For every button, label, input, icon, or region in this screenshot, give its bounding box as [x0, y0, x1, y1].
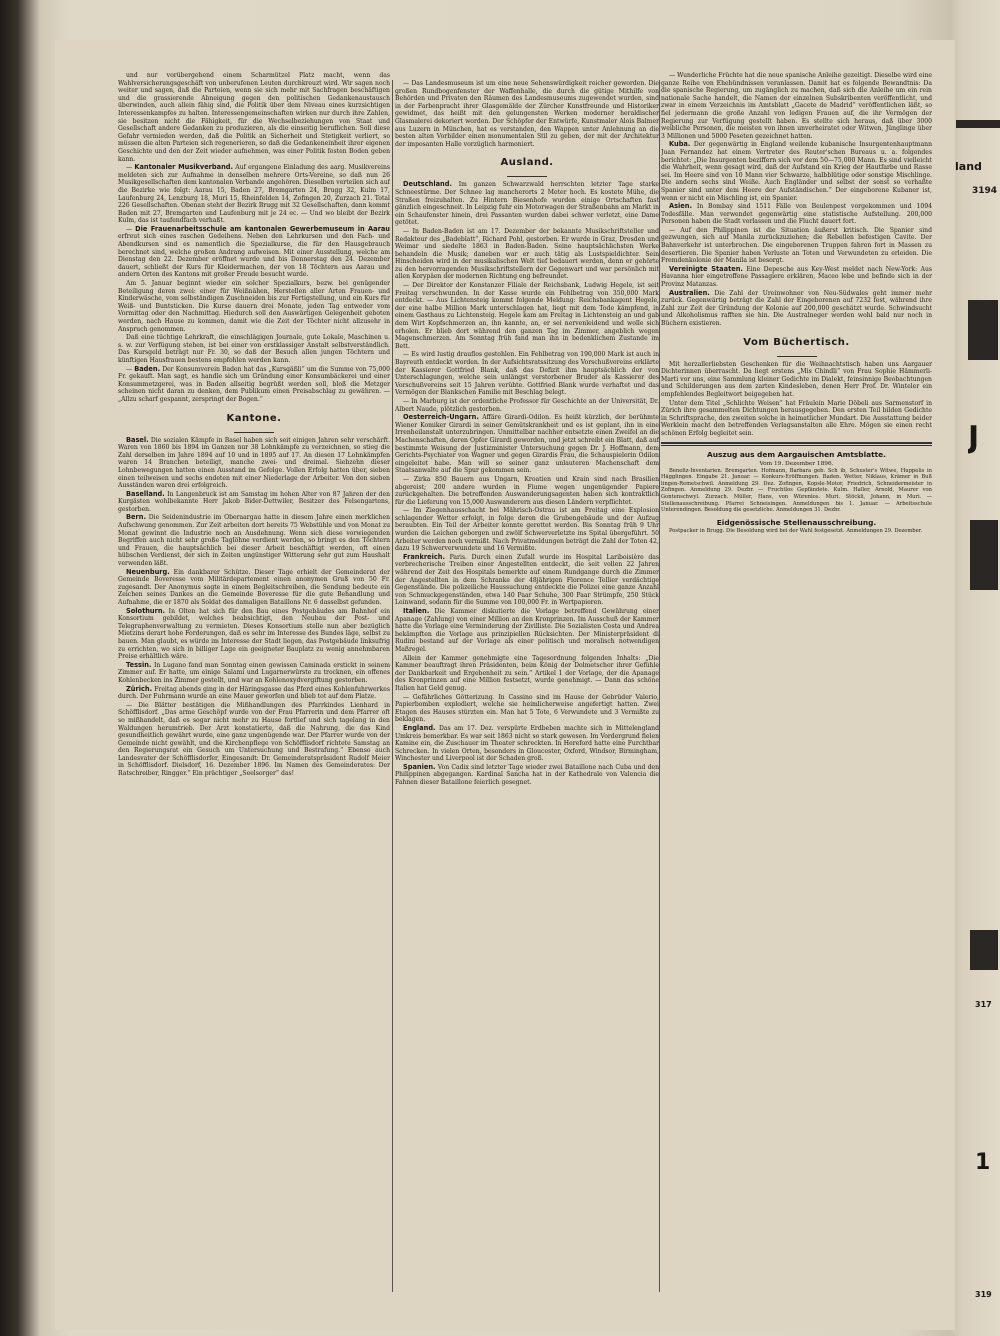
article-frauenarbeitsschule: — Die Frauenarbeitsschule am kantonalen Gewerbemuseum in Aarau erfreut sich eines raschen Gedeihens. Neben den Lehrkursen und den Fach- und Abendkursen sind es namentlich die Spezialkurse, die für den Hausgebrauch berechnet sind, welche großen Andrang aufweisen. Mit einer Ausstellung, welche am Dienstag den 22. Dezember eröffnet wurde und bis Donnerstag den 24. Dezember dauert, schließt der Kurs für Kleidermachen, der von 18 Töchtern aus Aarau und andern Orten des Kantons mit großer Freude besucht wurde. — [118, 224, 390, 279]
article-buecher: Mit herzallerliebsten Geschenken für die Weihnachtstisch haben uns Aargauer Dichterinnen überrascht. Da liegt erstens „Mis Chindli“ von Frau Sophie Hämmerli-Marti vor uns, eine Sammlung kleiner Gedichte im Dialekt, feinsinnige Beobachtungen und Schilderungen aus dem zarten Kindesleben, denen Herr Prof. Dr. Winteler ein empfehlendes Begleitwort beigegeben hat. — [661, 360, 932, 398]
article-england: England. Das am 17. Dez. verspürte Erdbeben machte sich in Mittelengland Umkreis bemerkbar. Es war seit 1863 nicht so stark gewesen. Im Vordergrund fielen Kamine ein, die Zuschauer im Theater schreckten. In Hereford hatte eine Furchtbar Schrecken. In vielen Orten, besonders in Gloucester, Oxford, Windsor, Birmingham, Winchester und Liverpool ist der Schaden groß. — [395, 723, 659, 763]
article-intro: und nur vorübergehend einem Scharmützel Platz macht, wenn das Wahlversicherungsgeschäft von unberufenen Leuten durchkreuzt wird. Wir sagen noch weiter und sagen, daß die Parteien, wenn sie sich mehr mit Sachfragen beschäftigen und die grassierende Abneigung gegen den politischen Gedankenaustausch überwinden, auch allein fähig sind, die Politik über dem Niveau eines kurzsichtigen Interessenkampfes zu halten. Interessengemeinschaften wirken nur durch ihre Zahlen, sie besitzen nicht die Fähigkeit, für die Wechselbeziehungen von Staat und Gesellschaft andere Gedanken zu produzieren, als die einseitig beruflichen. Soll diese Gefahr vermieden werden, daß die Politik an Sicherheit und Stetigkeit verliert, so müssen die alten Parteien sich regenerieren, so daß die Gedankeneinheit ihrer eigenen Geschichte und den der Zeit wieder aufnehmen, was einer Politik festen Boden geben kann. — [118, 72, 390, 163]
adjacent-page-text: J — [968, 420, 980, 455]
article-zuerich: Zürich. Freitag abends ging in der Häringsgasse das Pferd eines Kohlenfuhrwerkes durch. Der Fuhrmann wurde an eine Mauer geworfen und blieb tot auf dem Platze. — [118, 684, 390, 701]
amtsblatt-entries: Benefiz-Inventarien. Bremgarten. Hofmann, Barbara geb. Sch ib, Schuster's Witwe, Huppelis in Hägglingen. Eingabe 21. Januar. — Konkurs-Eröffnungen. Baden. Wetter, Niklaus, Krämer in Buß lingen-Remetschwil. Anmeldung 29. Dez. Zofingen, Kopsle-Motor, Friedrich, Schneidermeister in Zofingen. Anmeldung 29. Dezbr. — Fruchtlos Gepfändete. Kulm. Haller, Arnold, Maurer von Gontenschwyl. Zurzach. Müller, Hans, von Würenlos. Muri. Stöckli, Johann, in Muri. — Stellenausschreibung. Pfarrei Schneisingen. Anmeldungen bis 1. Januar. — Arbeitsschule Unterendingen. Besoldung die gesetzliche. Anmeldungen 31. Dezbr. — [661, 467, 932, 514]
article-lehrkraft: Daß eine tüchtige Lehrkraft, die einschlägigen Journale, gute Lokale, Maschinen u. s. w. zur Verfügung stehen, ist bei einer von erstklassiger Anstalt selbstverständlich. Das Kursgeld beträgt nur Fr. 30, so daß der Besuch allen jungen Töchtern und künftigen Hausfrauen bestens empfohlen werden kann. — [118, 334, 390, 364]
article-keyword: Frankreich. — [403, 552, 445, 561]
adjacent-page-text: 317 — [975, 1000, 992, 1009]
article-keyword: Bern. — [126, 513, 146, 522]
article-keyword: Baden. — [134, 364, 161, 373]
article-keyword: Basel. — [126, 435, 149, 444]
article-kuba: Kuba. Der gegenwärtig in England weilende kubanische Insurgentenhauptmann Juan Fernandez hat einem Vertreter des Reuter'schen Bureaus u. a. folgendes berichtet: „Die Insurgenten beziffern sich vor dem 50—75,000 Mann. Es sind vielleicht die Wahrheit, wenn gesagt wird, daß der Aufstand ein Krieg der Hautfarbe und Rasse sei. Im Heere sind von 10 Mann vier Schwarze, halbblütige oder sonstige Mischlinge. Die andern sechs sind Weiße. Auch Engländer und selbst der sonst so verhaßte Spanier sind unter dem Heere der Aufständischen.“ Der eingeborene Kubaner ist, wenn er nicht ein Mischling ist, ein Spanier. — [661, 140, 932, 202]
article-keyword: Spanien. — [403, 762, 436, 771]
article-bern: Bern. Die Seidenindustrie im Oberaargau hatte in diesem Jahre einen merklichen Aufschwung genommen. Zur Zeit arbeiten dort bereits 75 Webstühle und von Monat zu Monat gewinnt die Industrie noch an Ausdehnung. Wenn sich diese vorwiegenden Begriffen auch nicht sehr große Taglöhne verdient werden, so bringt es den Töchtern und Frauen, die hauptsächlich bei dieser Arbeit beschäftigt werden, oft einen hübschen Verdienst, der sich in Zeiten ungünstiger Witterung sehr gut zum Haushalt verwenden läßt. — [118, 513, 390, 568]
article-keyword: Neuenburg. — [126, 567, 170, 576]
article-bayreuth: — Es wird lustig drauflos gestohlen. Ein Fehlbetrag von 190,000 Mark ist auch in Bayreuth entdeckt worden. In der Aufsichtsratssitzung des Vorschußvereins erklärte der Kassierer Gottfried Blank, daß das Defizit ihm hauptsächlich der von Unterschlagungen, welche sein unlängst verstorbener Bruder als Kassierer des Vorschußvereins seit 15 Jahren verübte. Gottfried Blank wurde verhaftet und das Vermögen der Blankschen Familie mit Beschlag belegt. — [395, 351, 659, 397]
column-rule — [659, 80, 660, 1292]
article-italien: Italien. Die Kammer diskutierte die Vorlage betreffend Gewährung einer Apanage (Zahlung) von einer Million an den Kronprinzen. Im Ausschuß der Kammer hatte die Vorlage eine Verminderung der Zivilliste. Die Sozialisten Costa und Andrea bekämpften die Vorlage aus prinzipiellen Rücksichten. Der Ministerpräsident di Rudini bestand auf der Vorlage als einer politisch und moralisch notwendigen Maßregel. — [395, 607, 659, 653]
article-australien: Australien. Die Zahl der Ureinwohner von Neu-Südwales geht immer mehr zurück. Gegenwärtig beträgt die Zahl der Eingeborenen auf 7232 fest, während ihre Zahl zur Zeit der Gründung der Kolonie auf 200,000 geschätzt wurde. Schwindsucht und Alkoholismus rafften sie hin. Die Australneger werden wohl bald nur noch in Büchern existieren. — [661, 288, 932, 327]
adjacent-page-text: land — [955, 160, 982, 173]
section-heading-ausland: Ausland. — [500, 157, 554, 169]
article-keyword: Australien. — [669, 288, 710, 297]
article-schlichte-weisen: Unter dem Titel „Schlichte Weisen“ hat Fräulein Marie Döbeli aus Sarmenstorf in Zürich ihre gesammelten Dichtungen herausgegeben. Den ersten Teil bilden Gedichte in Schriftsprache, den zweiten solche in heimatlicher Mundart. Die Ausstattung beider Werklein macht den betreffenden Verlagsanstalten alle Ehre. Mögen sie einen recht schönen Erfolg begleitet sein. — [661, 399, 932, 437]
article-cassino: — Gefährliches Götterizung. In Cassino sind im Hause der Gebrüder Valerio, Papierbomben explodiert, welche sie heimlicherweise angefertigt hatten. Zwei Etagen des Hauses stürzten ein. Man hat 5 Tote, 6 Verwundete und 3 Vermißte zu beklagen. — [395, 693, 659, 724]
article-frankreich: Frankreich. Paris. Durch einen Zufall wurde im Hospital Lariboisière das verbrecherische Treiben einer Angestellten entdeckt, die seit vollen 22 Jahren während der Zeit des Hospitals bemerkte auf einem Rundgange durch die Zimmer der Angestellten in dem Schranke der 48jährigen Florence Tellier verdächtige Gegenstände. Die polizeiliche Haussuchung entdeckte die Polizei eine ganze Anzahl von Schmuckgegenständen, etwa 140 Paar Schuhe, 300 Paar Strümpfe, 250 Stück Leinwand, sodann für die Summe von 100,000 Fr. in Wertpapieren. — [395, 552, 659, 607]
article-baden: — Baden. Der Konsumverein Baden hat das „Kursgäßli“ um die Summe von 75,000 Fr. gekauft. Man sagt, es handle sich um Gründung einer Konsumbäckerei und einer Konsummetzgerei, was in Baden allseitig begrüßt werden soll, bloß die Metzger scheinen nicht daran zu denken, dem Publikum einen Preisabschlag zu gewähren. — „Allzu scharf gespannt, zerspringt der Bogen.“ — [118, 364, 390, 403]
article-asien: Asien. In Bombay sind 1511 Fälle von Beulenpest vorgekommen und 1094 Todesfälle. Man verwendet gegenwärtig eine statistische Aufstellung. 200,000 Personen haben die Stadt verlassen und die Flucht dauert fort. — [661, 202, 932, 226]
article-vereinigte-staaten: Vereinigte Staaten. Eine Depesche aus Key-West meldet nach New-York: Aus Havanna hier eingetroffene Passagiere erklären, Maceo lebe und befinde sich in der Provinz Matanzas. — [661, 264, 932, 289]
adjacent-page-text: 3194 — [972, 186, 998, 196]
article-konstanz: — Der Direktor der Konstanzer Filiale der Reichsbank, Ludwig Hegele, ist seit Freitag verschwunden. In der Kasse wurde ein Fehlbetrag von 350,000 Mark entdeckt. — Aus Lichtensteig kommt folgende Meldung: Reichsbankagent Hegele, der eine halbe Million Mark unterschlagen hat, liegt mit dem Tode kämpfend, in einem Gasthaus zu Lichtensteig. Hegele kam am Freitag in Lichtensteig an und gab dem Wirt Kopfschmerzen an, ihn kannte, an, er sei nervenleidend und wolle sich erholen. Er blieb dort während den ganzen Tag im Zimmer, angeblich wegen Magenschmerzen. Am Sonntag früh fand man ihn in bedenklichem Zustande im Bett. — [395, 282, 659, 350]
article-philippinen: — Auf den Philippinen ist die Situation äußerst kritisch. Die Spanier sind gezwungen, sich auf Manila zurückzuziehen; die Rebellen befestigen Cavite. Der Bahnverkehr ist unterbrochen. Die eingeborenen Truppen fahren fort in Massen zu desertieren. Die Spanier haben Verluste an Toten und Verwundeten zu erleiden. Die Fremdenkolonie der Manila ist besorgt. — [661, 226, 932, 265]
article-marburg: — In Marburg ist der ordentliche Professor für Geschichte an der Universität, Dr. Albert Naude, plötzlich gestorben. — [395, 397, 659, 413]
article-baden-baden: — In Baden-Baden ist am 17. Dezember der bekannte Musikschriftsteller und Redakteur des „Badeblatt“, Richard Pohl, gestorben. Er wurde in Graz, Dresden und Weimar und siedelte 1863 in Baden-Baden. Seine hauptsächlichsten Werke behandeln die Musik; daneben war er auch tätig als Lustspieldichter. Sein Hinscheiden wird in der musikalischen Welt tief bedauert werden, denn er gehörte zu den hervorragenden Musikschriftstellern der Gegenwart und war persönlich mit allen Korypäen der modernen Richtung eng befreundet. — [395, 227, 659, 281]
article-deutschland: Deutschland. Im ganzen Schwarzwald herrschten letzter Tage starke Schneestürme. Der Schnee lag mancherorts 2 Meter hoch. Es kostete Mühe, die Straßen freizuhalten. Zu Hintern Biesenhofe wurden einige Ortschaften fast gänzlich eingeschneit. In Leipzig fuhr ein Motorwagen der Straßenbahn am Markt in ein Schaufenster hinein, drei Passanten wurden dabei schwer verletzt, eine Dame getötet. — [395, 180, 659, 227]
article-keyword: Deutschland. — [403, 180, 452, 189]
amtsblatt-title: Auszug aus dem Aargauischen Amtsblatte. — [707, 449, 886, 459]
adjacent-page-text: 319 — [975, 1290, 992, 1299]
article-baselland: Baselland. In Langenbruck ist am Samstag im hohen Alter von 87 Jahren der den Kurgästen wohlbekannte Herr Jakob Bider-Dettwiler, Besitzer des Felsengartens, gestorben. — [118, 489, 390, 513]
article-auswanderer: — Zirka 850 Bauern aus Ungarn, Kroatien und Krain sind nach Brasilien abgereist; 200 andere wurden in Fiume wegen ungenügender Papiere zurückgehalten. Die betreffenden Auswanderungsagenten haben sich kontraktlich für die Lieferung von 15,000 Auswanderern aus diesen Ländern verpflichtet. — [395, 475, 659, 506]
article-keyword: Asien. — [669, 202, 692, 211]
article-landesmuseum: — Das Landesmuseum ist um eine neue Sehenswürdigkeit reicher geworden. Die großen Rundbogenfenster der Waffenhalle, die durch die gütige Mithilfe von Behörden und Privaten den Räumen des Landesmuseums zugewendet wurden, sind in der Farbenpracht ihrer Glasgemälde der Zürcher Kunstfreunde und Historiker gewidmet, das heißt mit den gelungensten Werken moderner heraldischer Glasmalerei dekoriert worden. Der Schöpfer der Entwürfe, Kunstmaler Alois Balmer aus Luzern in München, hat es verstanden, den Wappen unter Anlehnung an die besten alten Vorbilder einen monumentalen Stil zu geben, der mit der Architektur der imposanten Halle vorzüglich harmoniert. — [395, 80, 659, 148]
article-keyword: Die Frauenarbeitsschule am kantonalen Gewerbemuseum in Aarau — [135, 224, 390, 233]
article-spanien: Spanien. Von Cadix sind letzter Tage wieder zwei Bataillone nach Cuba und den Philippinen abgegangen. Kardinal Sancha hat in der Kathedrale von Valencia die Fahnen dieser Bataillone feierlich gesegnet. — [395, 762, 659, 787]
article-keyword: Baselland. — [126, 489, 165, 498]
article-anleihe: — Wunderliche Früchte hat die neue spanische Anleihe gezeitigt. Dieselbe wird eine ganze Reihe von Ehebündnissen veranlassen. Damit hat es folgende Bewandtnis: Da die spanische Regierung, um zugänglich zu machen, daß sich die Anleihe um ein rein nationale Sache handelt, die Namen der einzelnen Subskribenten veröffentlicht, und zwar in einem Verzeichnis im Amtsblatt „Gacete de Madrid“ veröffentlichen läßt, so fiel jedermann die große Anzahl von ledigen Frauen auf, die ihr Vermögen der Regierung zur Verfügung gestellt haben. Es stellte sich heraus, daß über 3000 weibliche Personen, die meisten von ihnen unverheiratet oder Witwen, Jünglinge über 3 Millionen und 5000 Peseten gezeichnet hatten. — [661, 72, 932, 140]
article-basel: Basel. Die sozialen Kämpfe in Basel haben sich seit einigen Jahren sehr verschärft. Waren von 1860 bis 1894 im Ganzen nur 38 Lohnkämpfe zu verzeichnen, so stieg die Zahl derselben im Jahre 1894 auf 10 und in 1895 auf 17. An diesen 17 Lohnkämpfen waren 14 Branchen beteiligt, manche zwei- und dreimal. Siebzehn dieser Lohnbewegungen hatten einen Ausstand im Gefolge. Vollen Erfolg hatten über, sieben einen teilweisen und sechs endeten mit einer Niederlage der Arbeiter. Von den sieben Ausständen waren drei erfolgreich. — [118, 435, 390, 490]
column-middle — [395, 80, 659, 1302]
box-divider — [661, 442, 932, 446]
article-italien-inhalt: Allein der Kammer genehmigte eine Tagesordnung folgenden Inhalts: „Die Kammer beauftragt ihren Präsidenten, beim König der Dolmetscher ihrer Gefühle der Dankbarkeit und Ergebenheit zu sein.“ Artikel 1 der Vorlage, der die Apanage des Kronprinzen auf eine Million festsetzt, wurde genehmigt. — Dann das schöne Italien hat Geld genug. — [395, 654, 659, 692]
article-keyword: Oesterreich-Ungarn. — [403, 413, 479, 422]
article-tessin: Tessin. In Lugano fand man Sonntag einen gewissen Caminada erstickt in seinem Zimmer auf. Er hatte, um einige Salami und Lugarnerwürste zu trocknen, ein offenes Kohlenbecken ins Zimmer gestellt, und war an Kohlenoxydvergiftung gestorben. — [118, 660, 390, 684]
adjacent-page-text: 1 — [975, 1150, 991, 1175]
article-explosion: — Im Ziegenhausschacht bei Mährisch-Ostrau ist am Freitag eine Explosion schlagender Wetter erfolgt, in folge deren die Grubengebäude und der Aufzug beraubten. Ein Teil der Arbeiter konnte gerettet werden. Bis Sonntag früh 9 Uhr wurden die Leichen geborgen und zwölf Schwerverletzte ins Spital übergeführt. 50 Arbeiter werden noch vermißt. Nach Privatmeldungen beträgt die Zahl der Toten 42, dazu 19 Schwerverwundete und 16 Vermißte. — [395, 507, 659, 553]
column-left — [118, 72, 390, 1294]
adjacent-page-block — [968, 300, 998, 360]
adjacent-page-block — [970, 520, 998, 590]
article-keyword: Kuba. — [669, 140, 691, 149]
article-keyword: Tessin. — [126, 660, 152, 669]
stellenausschreibung-text: Postpacker in Brugg. Die Besoldung wird bei der Wahl festgesetzt. Anmeldungen 29. Dezember. — [669, 527, 923, 534]
article-keyword: Italien. — [403, 607, 430, 615]
article-keyword: Zürich. — [126, 684, 153, 693]
section-heading-buechertisch: Vom Büchertisch. — [743, 336, 850, 348]
amtsblatt-date: Vom 19. Dezember 1896. — [759, 460, 834, 467]
column-rule — [392, 80, 393, 1292]
article-solothurn: Solothurn. In Olten hat sich für den Bau eines Postgebäudes am Bahnhof ein Konsortium gebildet, welches beabsichtigt, den Neubau der Post- und Telegraphenverwaltung zu vermieten. Dieses Konsortium stelle nun aber bezüglich Mietzins derart hohe Forderungen, daß es sehr im Interesse des Bundes läge, selbst zu bauen. Man glaubt, es würde im Interesse der Stadt liegen, das Postgebäude linksufrig zu errichten, wo sich in billiger Lage ein geeigneter Bauplatz zu wenig annehmbaren Preise erhältlich wäre. — [118, 606, 390, 661]
article-keyword: Vereinigte Staaten. — [669, 264, 743, 273]
stellenausschreibung-title: Eidgenössische Stellenausschreibung. — [716, 517, 877, 527]
article-musikverband: — Kantonaler Musikverband. Auf ergangene Einladung des aarg. Musikvereins meldeten sich zur Aufnahme in denselben mehrere Orts-Vereine, so daß nun 26 Musikgesellschaften dem kantonalen Verbande angehören. Dieselben verteilen sich auf die Bezirke wie folgt: Aarau 15, Baden 27, Bremgarten 24, Brugg 32, Kulm 17, Laufenburg 24, Lenzburg 18, Muri 15, Rheinfelden 14, Zofingen 20, Zurzach 21. Total 226 Gesellschaften. Obenan steht der Bezirk Brugg mit 32 Gesellschaften, dann kommt Baden mit 27, Bremgarten und Laufenburg mit je 24 ec. — Und wo bleibt der Bezirk Kulm, das ist taufendfach verhaßt. — [118, 163, 390, 225]
article-schoefflisdorf: — Die Blätter bestätigen die Mißhandlungen des Pfarrkindes Lienhard in Schöfflisdorf. „Das arme Geschöpf wurde von der Frau Pfarrerin und dem Pfarrer oft so mißhandelt, daß es sogar nicht mehr zu Hause fortlief und sich tagelang in den Waldungen herumtrieb. Der Arzt konstatierte, daß die Nahrung, die das Kind gesundheitlich gewährt wurde, eine ganz ungenügende war. Der Pfarrer wurde von der Gemeinde nicht gewählt, und die Kirchenpflege von Schöfflisdorf richtete Samstag an den Regierungsrat ein Gesuch um Untersuchung und Bestrafung.“ Ebenso auch Landesvater der Schöfflisdorfer, Eingesandt: Dr. Gemeinderatspräsident Rudolf Meier in Schöfflisdorf. Dielsdorf, 16. Dezember 1896. Im Namen des Gemeinderates: Der Ratschreiber, Ringger.“ Ein prächtiger „Seelsorger“ das! — [118, 701, 390, 778]
adjacent-page-block — [970, 930, 998, 970]
article-neuenburg: Neuenburg. Ein dankbarer Schütze. Dieser Tage erhielt der Gemeinderat der Gemeinde Boveresse vom Militärdepartement einen anonymen Gruß von 50 Fr. zugesandt. Der Anonymus sagte in einem Begleitschreiben, die Sendung bedeute ein Zeichen seines Dankes an die Gemeinde Boveresse für die gute Behandlung und Aufnahme, die er 1870 als Soldat des damaligen Bataillons Nr. 6 dasselbst gefunden. — [118, 567, 390, 606]
adjacent-page-bar — [956, 120, 1000, 128]
article-januar: Am 5. Januar beginnt wieder ein solcher Spezialkurs, bezw. bei genügender Beteiligung deren zwei: einer für Weißnähen, Herstellen aller Arten Frauen- und Kinderwäsche, vom selbständigen Zuschneiden bis zur Fertigstellung, und ein Kurs für Weiß- und Buntsticken. Die Kurse dauern drei Monate, jeden Tag entweder vom Vormittag oder den Nachmittag. Hiedurch soll den Auswärtigen Gelegenheit geboten werden, nach Hause zu kommen, damit wie die Zeit der Töchter nicht allzusehr in Anspruch genommen. — [118, 280, 390, 333]
article-keyword: Solothurn. — [126, 606, 166, 615]
heading-rule — [777, 356, 817, 357]
article-oesterreich: Oesterreich-Ungarn. Affäre Girardi-Odilon. Es heißt kürzlich, der berühmte Wiener Komiker Girardi in seiner Gemütskrankheit und es ist geplant, ihn in eine Irrenheilanstalt unterzubringen. Unmittelbar nachher entsetzte einen Zweifel an die Machenschaften, deren Opfer Girardi geworden, und jetzt schreibt ein Blatt, daß auf bestimmte Weisung der Justizminister Untersuchung gegen Dr. J. Hoffmann, dem Gerichts-Psychiater von Wagner und gegen Girardis Frau, die Schauspielerin Odilon eingeleitet habe. Man will so seiner ganz unlauteren Machenschaft dem Staatsanwalte auf die Spur gekommen sein. — [395, 413, 659, 475]
article-keyword: Kantonaler Musikverband. — [134, 163, 234, 172]
column-right — [661, 72, 932, 1294]
article-keyword: England. — [403, 723, 436, 732]
section-heading-kantone: Kantone. — [226, 412, 282, 424]
heading-rule — [234, 432, 274, 433]
heading-rule — [507, 176, 547, 177]
